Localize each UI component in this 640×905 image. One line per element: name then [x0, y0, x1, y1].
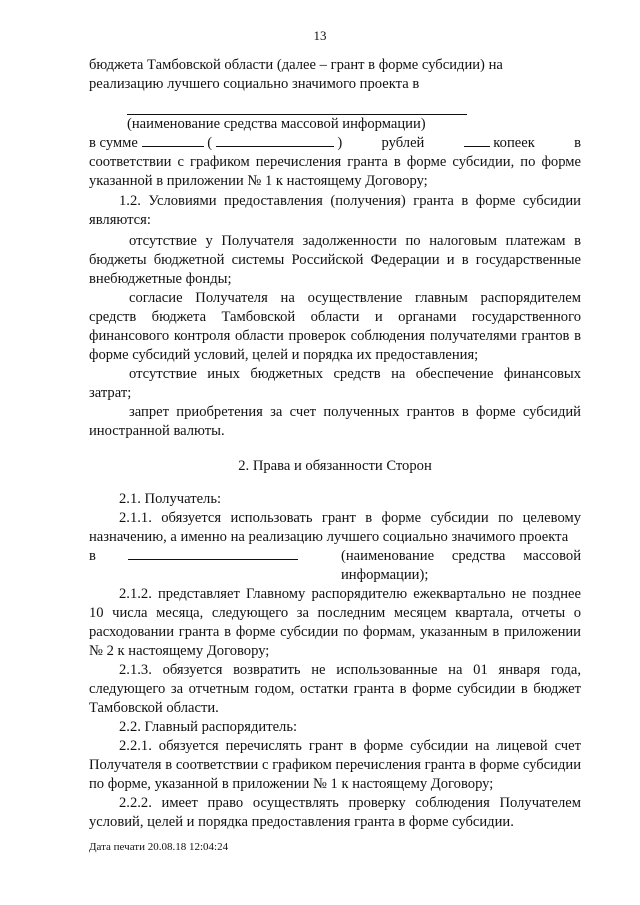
clause-2-1-2: 2.1.2. представляет Главному распорядителю ежеквартально не позднее 10 числа месяца, следующего за последним месяцем квартала, отчеты о расходовании гранта в форме субсидии по формам, указанным в приложении № 2 к настоящему Договору;: [89, 586, 581, 659]
document-body: [89, 56, 581, 832]
paragraph-schedule: соответствии с графиком перечисления гранта в форме субсидии, по форме указанной в приложении № 1 к настоящему Договору;: [89, 154, 581, 189]
media-caption: (наименование средства массовой информации): [127, 116, 426, 132]
clause-2-1-1-caption: (наименование средства массовой информации);: [341, 548, 581, 583]
sum-close-paren: ): [337, 135, 343, 151]
clause-1-2: 1.2. Условиями предоставления (получения) гранта в форме субсидии являются:: [89, 193, 581, 228]
kopecks-label: копеек: [493, 135, 535, 151]
condition-4: запрет приобретения за счет полученных грантов в форме субсидий иностранной валюты.: [89, 404, 581, 439]
paragraph-intro-line1: бюджета Тамбовской области (далее – грант в форме субсидии) на: [89, 57, 503, 73]
clause-2-1-3: 2.1.3. обязуется возвратить не использованные на 01 января года, следующего за отчетным годом, остатки гранта в форме субсидии в бюджет Тамбовской области.: [89, 662, 581, 716]
sum-open-paren: (: [207, 135, 213, 151]
clause-2-1-1-blank: [128, 547, 298, 560]
condition-1: отсутствие у Получателя задолженности по налоговым платежам в бюджеты бюджетной системы Российской Федерации и в государственные внебюджетные фонды;: [89, 233, 581, 287]
kopecks-blank: [464, 134, 490, 147]
sum-line: [89, 134, 581, 153]
condition-3: отсутствие иных бюджетных средств на обеспечение финансовых затрат;: [89, 366, 581, 401]
section-2-heading: 2. Права и обязанности Сторон: [238, 458, 432, 474]
clause-2-2: 2.2. Главный распорядитель:: [119, 719, 298, 735]
clause-2-1: 2.1. Получатель:: [119, 491, 222, 507]
condition-2: согласие Получателя на осуществление главным распорядителем средств бюджета Тамбовской области и органами государственного финансового контроля области проверок соблюдения получателями грантов в форме субсидий условий, целей и порядка их предоставления;: [89, 290, 581, 363]
sum-v: в: [574, 135, 581, 151]
rubles-label: рублей: [381, 135, 425, 151]
clause-2-1-1: 2.1.1. обязуется использовать грант в форме субсидии по целевому назначению, а именно на реализацию лучшего социально значимого проекта: [89, 510, 581, 545]
print-date: Дата печати 20.08.18 12:04:24: [89, 841, 229, 853]
page-number: 13: [313, 28, 327, 43]
clause-2-2-2: 2.2.2. имеет право осуществлять проверку соблюдения Получателем условий, целей и порядка предоставления гранта в форме субсидии.: [89, 795, 581, 830]
clause-2-2-1: 2.2.1. обязуется перечислять грант в форме субсидии на лицевой счет Получателя в соответствии с графиком перечисления гранта в форме субсидии по форме, указанной в приложении № 1 к настоящему Договору;: [89, 738, 581, 792]
media-name-blank: [127, 98, 467, 115]
paragraph-intro-line2: реализацию лучшего социально значимого проекта в: [89, 76, 420, 92]
clause-2-1-1-v: в: [89, 548, 96, 564]
sum-blank-1: [142, 134, 204, 147]
sum-blank-2: [216, 134, 334, 147]
sum-label: в сумме: [89, 135, 138, 151]
